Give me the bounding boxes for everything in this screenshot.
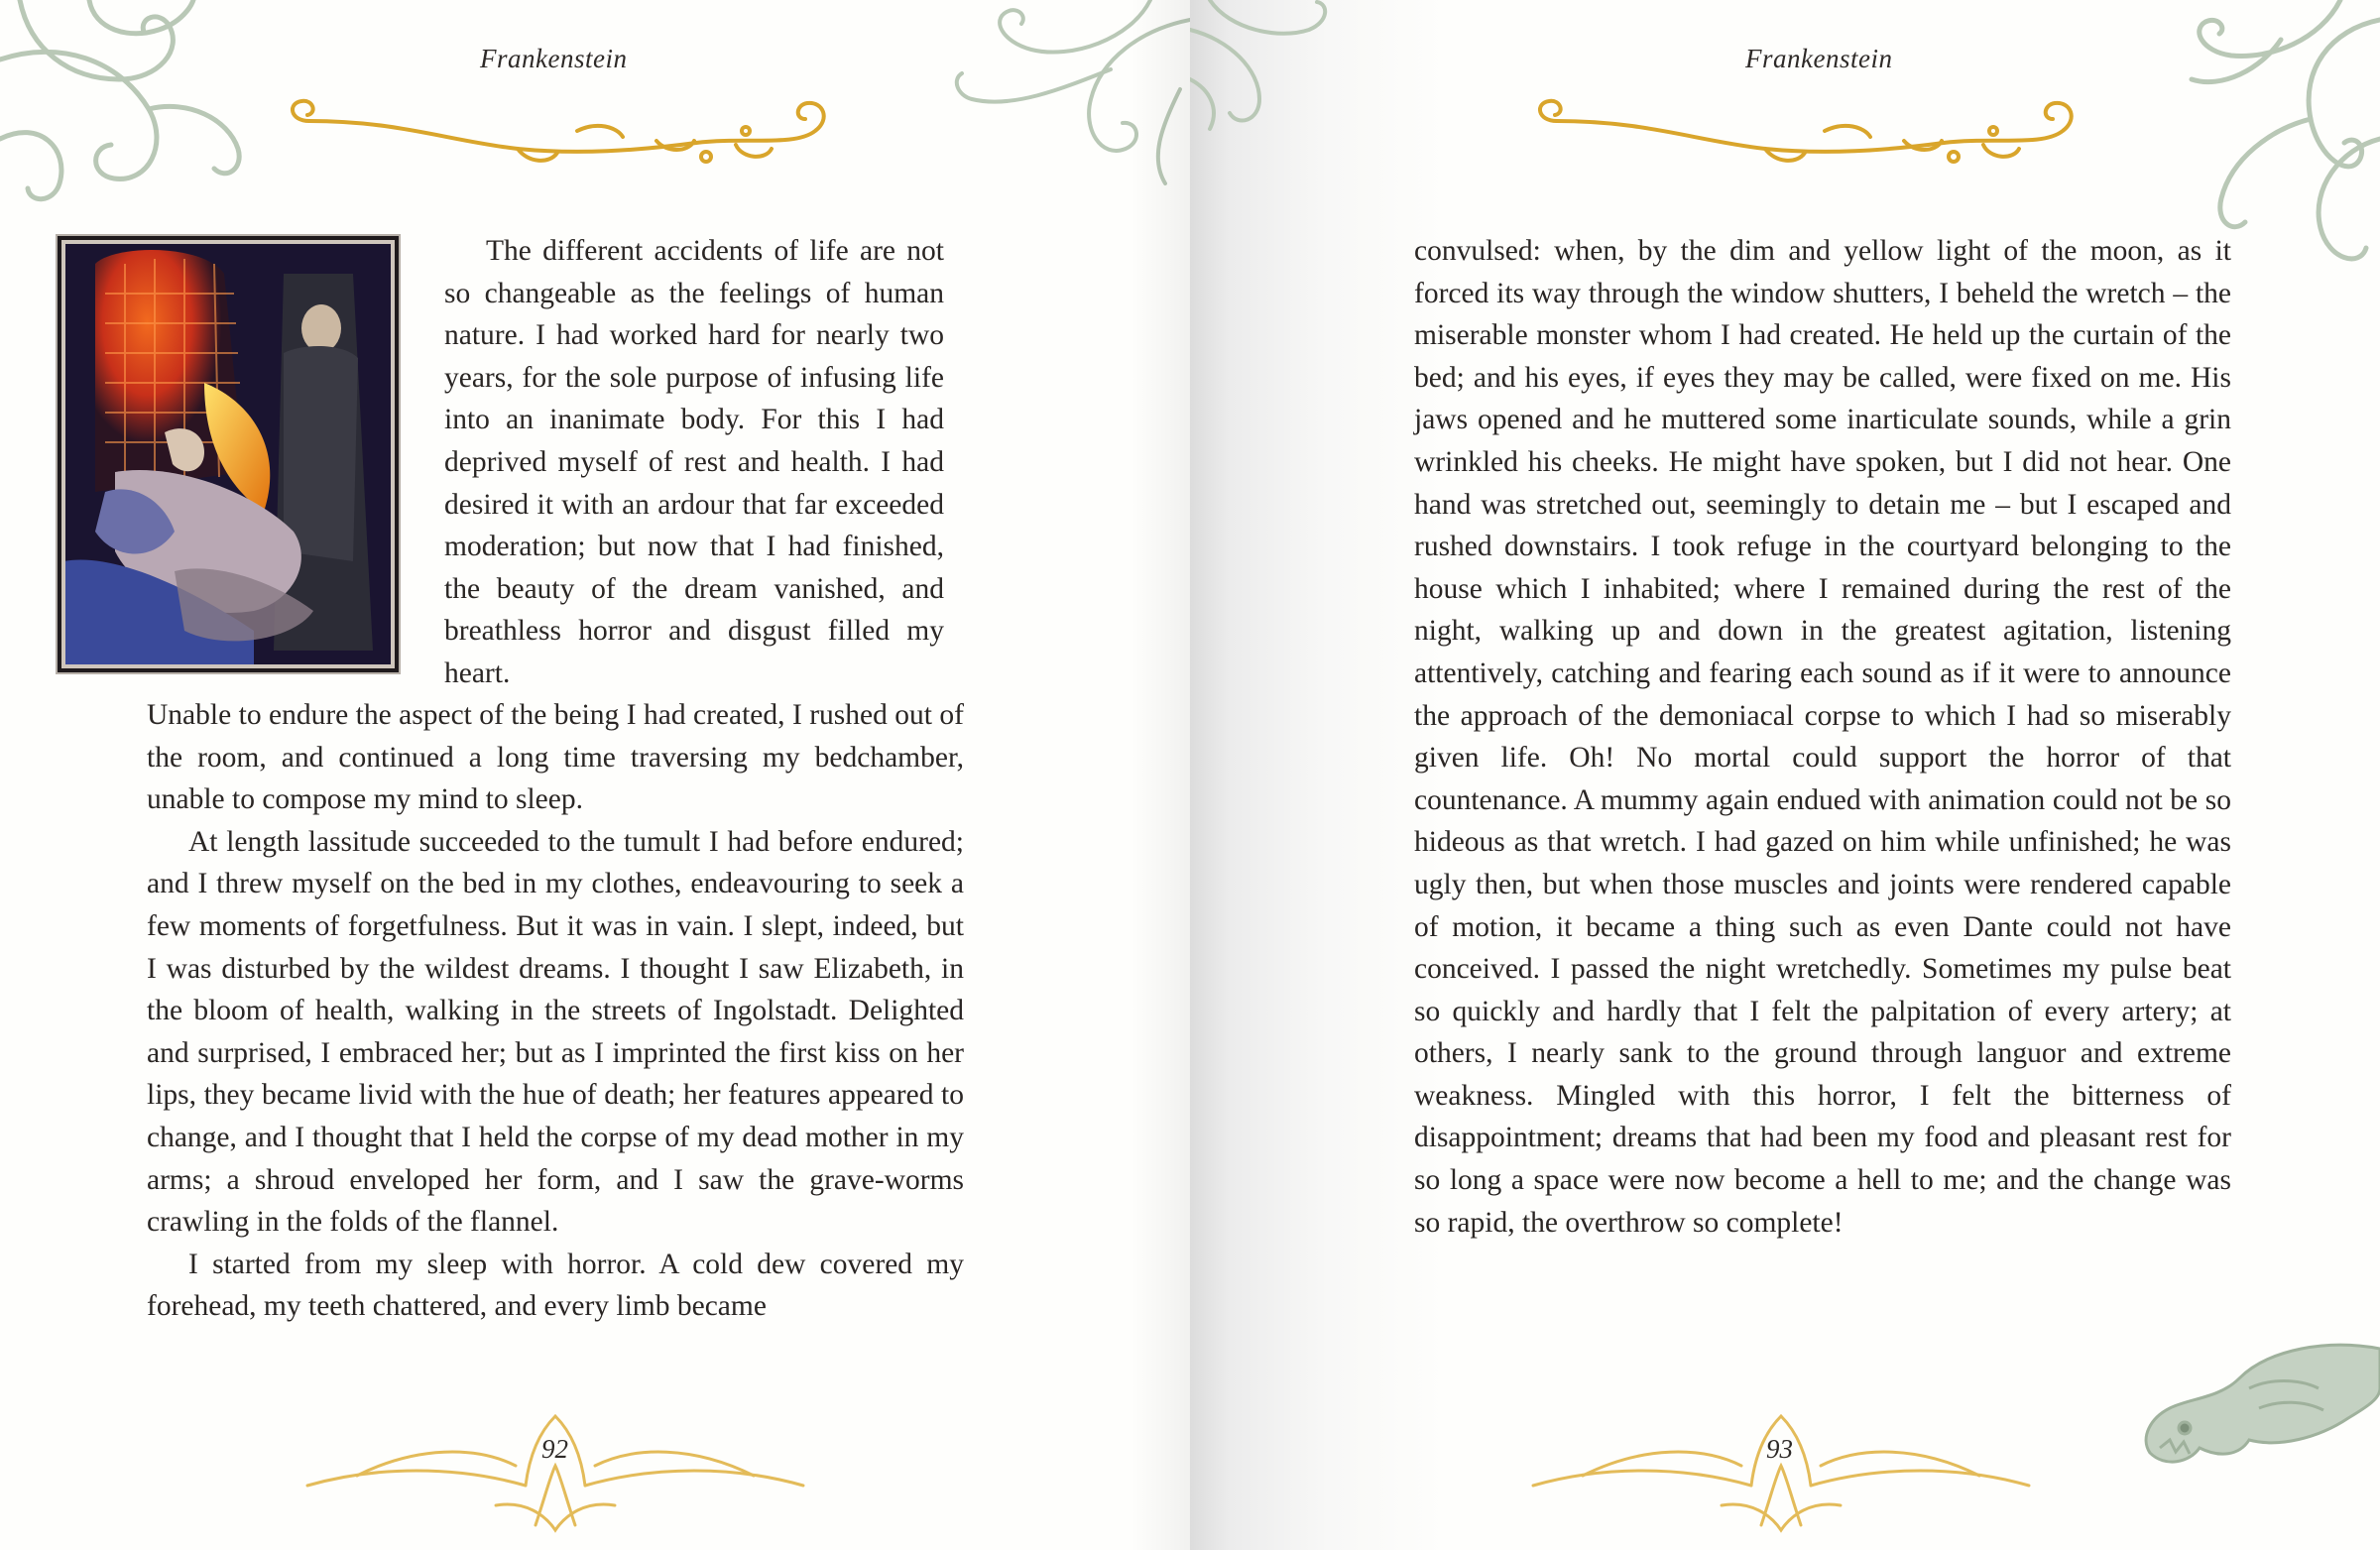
- paragraph-continuation: Unable to endure the aspect of the being I had created, I rushed out of the room, and continued a long time traversing my bedchamber, unable to compose my mind to sleep.: [147, 699, 964, 816]
- gold-flourish-icon: [298, 1406, 813, 1535]
- corner-vine-icon: [0, 0, 258, 228]
- paragraph: The different accidents of life are not so changeable as the feelings of human nature. I had worked hard for nearly two years, for the sole purpose of infusing life into an inanimate body. For this I had deprived myself of rest and health. I had desired it with an ardour that far exceeded moderation; but now that I had finished, the beauty of the dream vanished, and breathless horror and disgust filled my heart.: [444, 235, 944, 689]
- body-text: [147, 694, 964, 1328]
- chapter-illustration: [56, 234, 401, 674]
- paragraph: I started from my sleep with horror. A cold dew covered my forehead, my teeth chattered, and every limb became: [147, 1248, 964, 1323]
- body-text: [1414, 230, 2231, 1244]
- corner-vine-icon: [1190, 0, 1388, 149]
- body-text-wrapped: [444, 230, 944, 695]
- paragraph-continuation: convulsed: when, by the dim and yellow light of the moon, as it forced its way through the window shutters, I beheld the wretch – the miserable monster whom I had created. He held up the curtain of the bed; and his eyes, if eyes they may be called, were fixed on me. His jaws opened and he muttered some inarticulate sounds, while a grin wrinkled his cheeks. He might have spoken, but I did not hear. One hand was stretched out, seemingly to detain me – but I escaped and rushed downstairs. I took refuge in the courtyard belonging to the house which I inhabited; where I remained during the rest of the night, walking up and down in the greatest agitation, listening attentively, catching and fearing each sound as if it were to announce the approach of the demoniacal corpse to which I had so miserably given life. Oh! No mortal could support the horror of that countenance. A mummy again endued with animation could not be so hideous as that wretch. I had gazed on him while unfinished; he was ugly then, but when those muscles and joints were rendered capable of motion, it became a thing such as even Dante could not have conceived. I passed the night wretchedly. Sometimes my pulse beat so quickly and hardly that I felt the palpitation of every artery; at others, I nearly sank to the ground through languor and extreme weakness. Mingled with this horror, I felt the bitterness of disappointment; dreams that had been my food and pleasant rest for so long a space were now become a hell to me; and the change was so rapid, the overthrow so complete!: [1414, 235, 2231, 1239]
- paragraph: At length lassitude succeeded to the tumult I had before endured; and I threw myself on the bed in my clothes, endeavouring to seek a few moments of forgetfulness. But it was in vain. I slept, indeed, but I was disturbed by the wildest dreams. I thought I saw Elizabeth, in the bloom of health, walking in the streets of Ingolstadt. Delighted and surprised, I embraced her; but as I imprinted the first kiss on her lips, they became livid with the hue of death; her features appeared to change, and I thought that I held the corpse of my dead mother in my arms; a shroud enveloped her form, and I saw the grave-worms crawling in the folds of the flannel.: [147, 825, 964, 1239]
- page-number: 93: [1766, 1434, 1793, 1464]
- gutter-shadow: [1130, 0, 1190, 1550]
- running-head: Frankenstein: [480, 44, 628, 73]
- right-page: [1190, 0, 2380, 1550]
- gold-flourish-icon: [1523, 1406, 2039, 1535]
- running-head: Frankenstein: [1745, 44, 1893, 73]
- victor-and-creature-painting-icon: [56, 234, 401, 674]
- gold-scroll-ornament-icon: [1527, 91, 2102, 171]
- page-number: 92: [541, 1434, 568, 1464]
- gargoyle-icon: [2130, 1329, 2380, 1488]
- gold-scroll-ornament-icon: [280, 91, 855, 171]
